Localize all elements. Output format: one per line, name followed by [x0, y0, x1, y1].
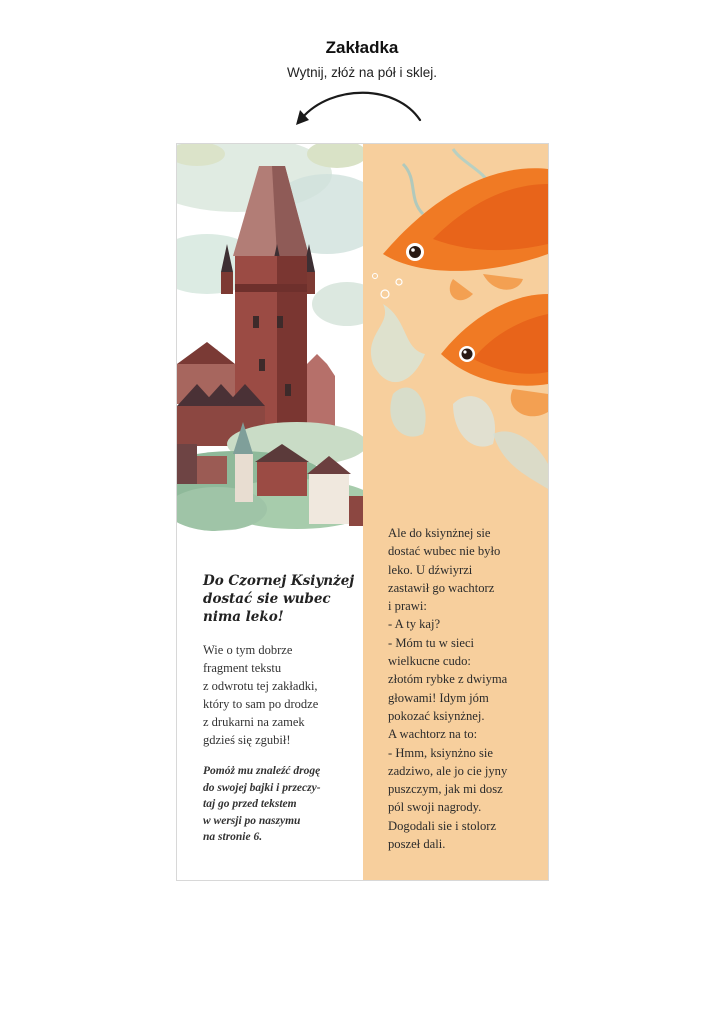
goldfish-illustration — [363, 144, 548, 504]
left-heading: Do Czornej Ksiynżej dostać sie wubec nima leko! — [203, 573, 355, 625]
bookmark-left-panel — [177, 144, 363, 880]
bookmark-right-panel — [363, 144, 548, 880]
left-body-text: Wie o tym dobrze fragment tekstu z odwrotu tej zakładki, który to sam po drodze z drukarni na zamek gdzieś się zgubił! — [203, 643, 319, 747]
left-call-to-action: Pomóż mu znaleźć drogę do swojej bajki i przeczy- taj go przed tekstem w wersji po naszymu na stronie 6. — [203, 765, 321, 844]
page-title: Zakładka — [325, 38, 399, 57]
page-subtitle: Wytnij, złóż na pół i sklej. — [287, 65, 437, 80]
curved-arrow-left-icon — [292, 88, 428, 128]
bookmark — [176, 143, 549, 881]
right-body-text: Ale do ksiynżnej sie dostać wubec nie było leko. U dźwiyrzi zastawił go wachtorz i prawi: - A ty kaj? - Móm tu w sieci wielkucne cudo: złotóm rybke z dwiyma głowami! Idym jóm pokozać ksiynżnej. A wachtorz na to: - Hmm, ksiynżno sie zadziwo, ale jo cie jyny puszczym, jak mi dosz pól swoji nagrody. Dogodali sie i stolorz poszeł dali. — [388, 526, 508, 852]
castle-illustration — [177, 144, 363, 544]
